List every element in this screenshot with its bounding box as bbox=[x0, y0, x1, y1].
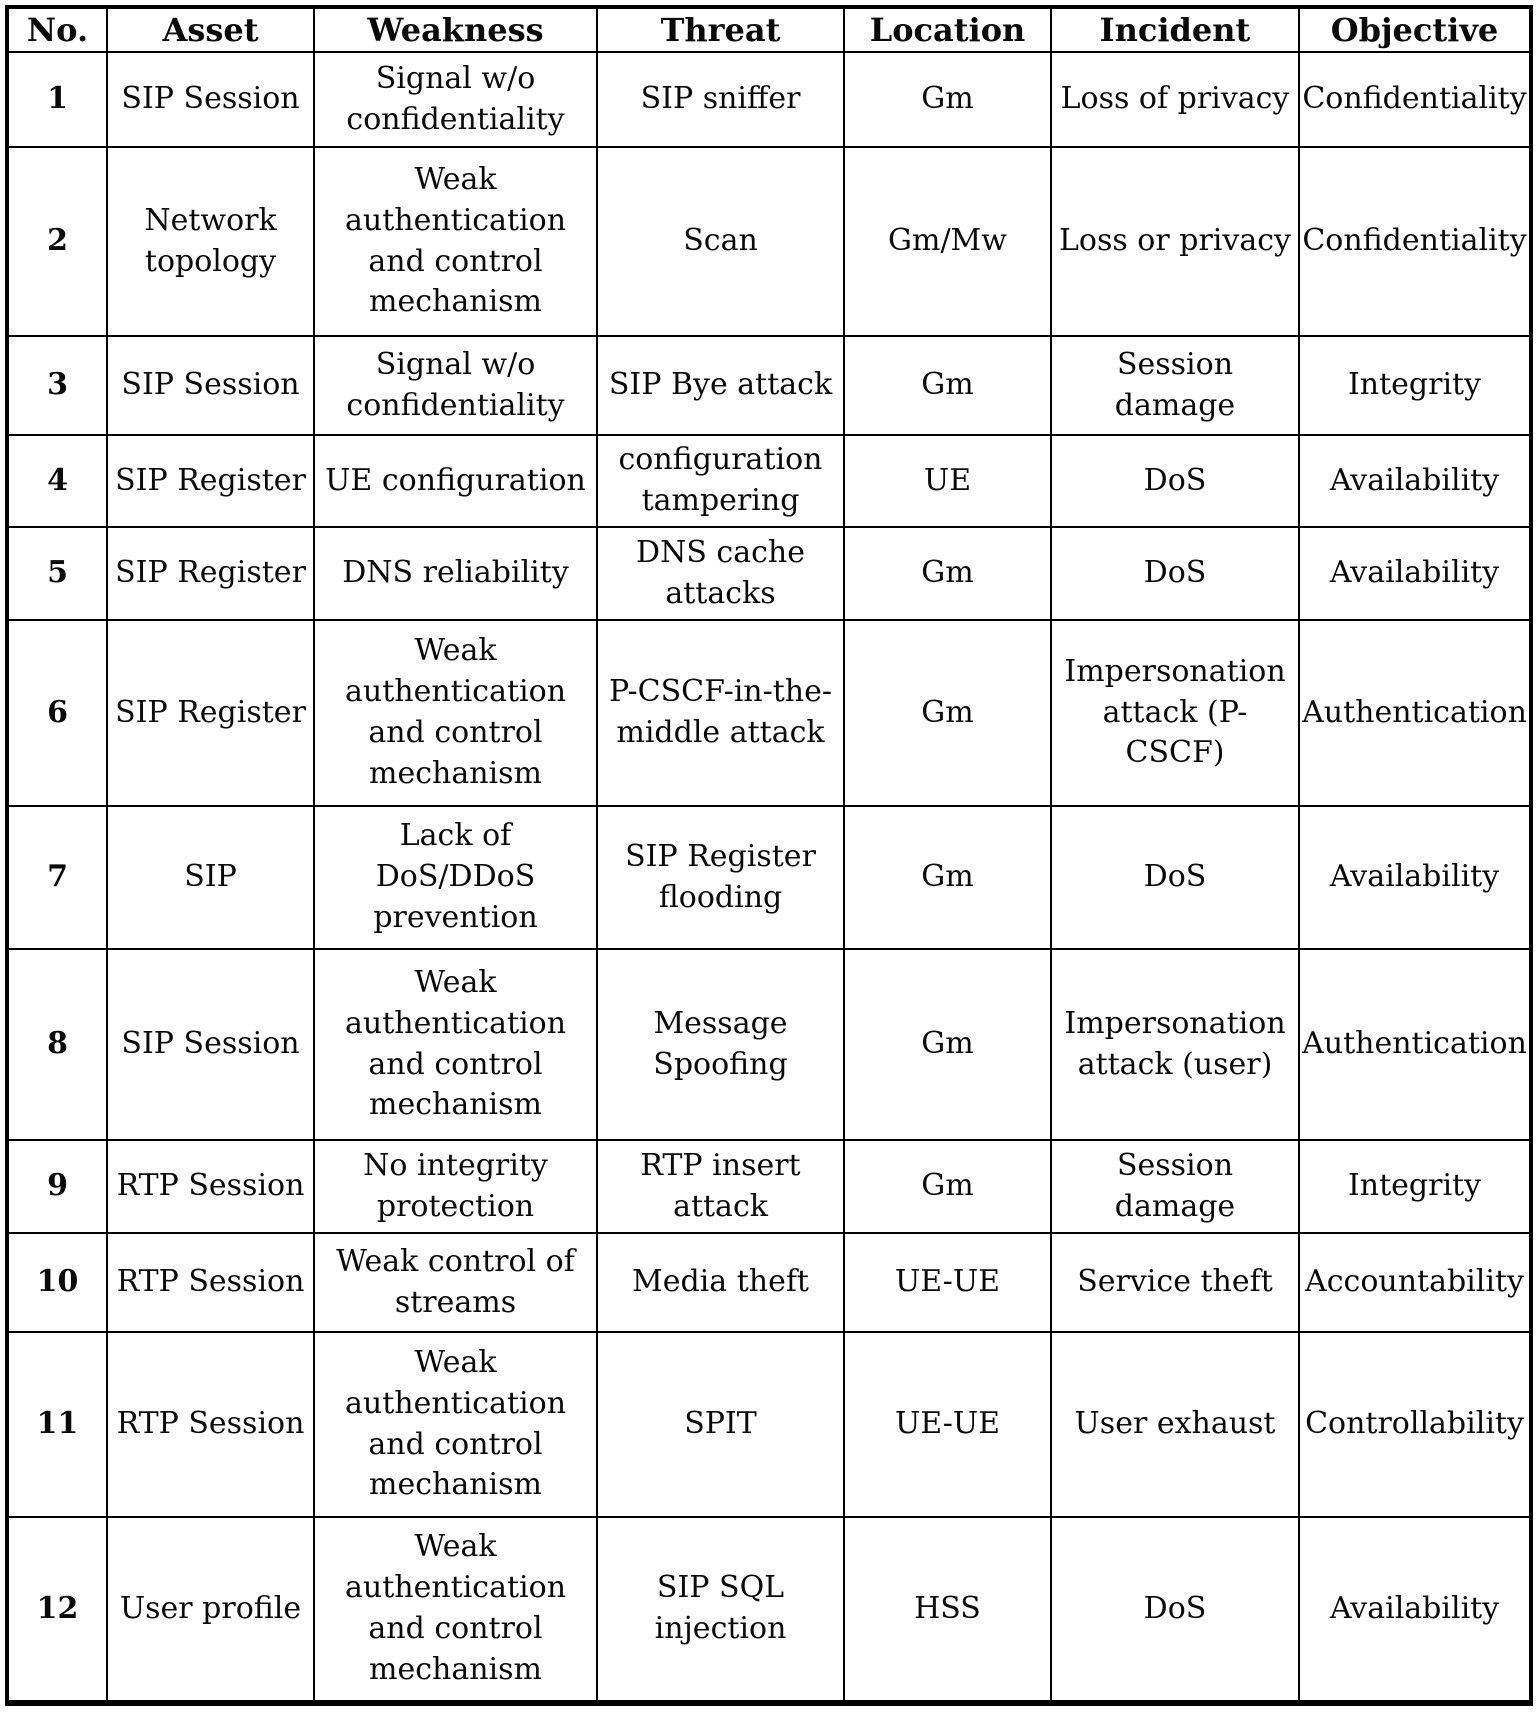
cell-incident: Loss of privacy bbox=[1051, 52, 1299, 147]
cell-asset: SIP Session bbox=[107, 336, 314, 435]
security-threats-table bbox=[5, 5, 1533, 1706]
table-row bbox=[7, 336, 1531, 435]
cell-objective: Accountability bbox=[1299, 1233, 1531, 1332]
cell-threat: P-CSCF-in-the-middle attack bbox=[597, 620, 844, 806]
cell-no: 6 bbox=[7, 620, 107, 806]
table-row bbox=[7, 1140, 1531, 1233]
cell-weakness: Weak authentication and control mechanism bbox=[314, 620, 597, 806]
cell-asset: User profile bbox=[107, 1517, 314, 1703]
column-header-no: No. bbox=[7, 7, 107, 52]
cell-incident: DoS bbox=[1051, 435, 1299, 527]
cell-threat: SIP SQL injection bbox=[597, 1517, 844, 1703]
cell-weakness: Weak authentication and control mechanism bbox=[314, 1332, 597, 1517]
cell-no: 8 bbox=[7, 949, 107, 1140]
cell-incident: Session damage bbox=[1051, 1140, 1299, 1233]
table-row bbox=[7, 806, 1531, 949]
cell-asset: RTP Session bbox=[107, 1233, 314, 1332]
header-row bbox=[7, 7, 1531, 52]
cell-incident: Loss or privacy bbox=[1051, 147, 1299, 336]
cell-incident: Service theft bbox=[1051, 1233, 1299, 1332]
cell-no: 12 bbox=[7, 1517, 107, 1703]
cell-weakness: Lack of DoS/DDoS prevention bbox=[314, 806, 597, 949]
cell-threat: RTP insert attack bbox=[597, 1140, 844, 1233]
cell-no: 1 bbox=[7, 52, 107, 147]
cell-weakness: No integrity protection bbox=[314, 1140, 597, 1233]
cell-weakness: Weak authentication and control mechanism bbox=[314, 147, 597, 336]
table-row bbox=[7, 949, 1531, 1140]
cell-threat: SIP sniffer bbox=[597, 52, 844, 147]
cell-weakness: Weak authentication and control mechanism bbox=[314, 1517, 597, 1703]
cell-no: 10 bbox=[7, 1233, 107, 1332]
cell-incident: Impersonation attack (P-CSCF) bbox=[1051, 620, 1299, 806]
cell-asset: RTP Session bbox=[107, 1140, 314, 1233]
cell-objective: Confidentiality bbox=[1299, 52, 1531, 147]
cell-location: Gm bbox=[844, 620, 1051, 806]
cell-location: UE-UE bbox=[844, 1332, 1051, 1517]
cell-objective: Authentication bbox=[1299, 620, 1531, 806]
cell-location: Gm bbox=[844, 336, 1051, 435]
table-row bbox=[7, 435, 1531, 527]
cell-threat: SIP Register flooding bbox=[597, 806, 844, 949]
cell-location: Gm bbox=[844, 949, 1051, 1140]
cell-asset: SIP Session bbox=[107, 52, 314, 147]
cell-threat: configuration tampering bbox=[597, 435, 844, 527]
cell-location: HSS bbox=[844, 1517, 1051, 1703]
column-header-location: Location bbox=[844, 7, 1051, 52]
cell-no: 3 bbox=[7, 336, 107, 435]
cell-objective: Authentication bbox=[1299, 949, 1531, 1140]
cell-no: 4 bbox=[7, 435, 107, 527]
cell-weakness: UE configuration bbox=[314, 435, 597, 527]
cell-objective: Confidentiality bbox=[1299, 147, 1531, 336]
cell-objective: Controllability bbox=[1299, 1332, 1531, 1517]
cell-no: 11 bbox=[7, 1332, 107, 1517]
cell-asset: SIP Register bbox=[107, 620, 314, 806]
cell-objective: Integrity bbox=[1299, 1140, 1531, 1233]
cell-objective: Availability bbox=[1299, 527, 1531, 620]
cell-incident: DoS bbox=[1051, 527, 1299, 620]
cell-no: 2 bbox=[7, 147, 107, 336]
cell-threat: SPIT bbox=[597, 1332, 844, 1517]
table-row bbox=[7, 147, 1531, 336]
cell-incident: User exhaust bbox=[1051, 1332, 1299, 1517]
cell-asset: RTP Session bbox=[107, 1332, 314, 1517]
cell-no: 5 bbox=[7, 527, 107, 620]
cell-asset: SIP bbox=[107, 806, 314, 949]
cell-incident: DoS bbox=[1051, 1517, 1299, 1703]
cell-threat: Message Spoofing bbox=[597, 949, 844, 1140]
cell-weakness: DNS reliability bbox=[314, 527, 597, 620]
cell-objective: Integrity bbox=[1299, 336, 1531, 435]
cell-asset: Network topology bbox=[107, 147, 314, 336]
cell-threat: Scan bbox=[597, 147, 844, 336]
table-row bbox=[7, 527, 1531, 620]
cell-threat: Media theft bbox=[597, 1233, 844, 1332]
cell-threat: SIP Bye attack bbox=[597, 336, 844, 435]
column-header-objective: Objective bbox=[1299, 7, 1531, 52]
cell-asset: SIP Register bbox=[107, 435, 314, 527]
cell-weakness: Weak control of streams bbox=[314, 1233, 597, 1332]
cell-incident: Impersonation attack (user) bbox=[1051, 949, 1299, 1140]
table-row bbox=[7, 52, 1531, 147]
cell-asset: SIP Session bbox=[107, 949, 314, 1140]
column-header-incident: Incident bbox=[1051, 7, 1299, 52]
cell-location: Gm bbox=[844, 1140, 1051, 1233]
table-row bbox=[7, 1332, 1531, 1517]
cell-location: UE-UE bbox=[844, 1233, 1051, 1332]
cell-no: 9 bbox=[7, 1140, 107, 1233]
cell-objective: Availability bbox=[1299, 806, 1531, 949]
column-header-asset: Asset bbox=[107, 7, 314, 52]
cell-location: Gm/Mw bbox=[844, 147, 1051, 336]
table-row bbox=[7, 1517, 1531, 1703]
table-row bbox=[7, 1233, 1531, 1332]
cell-weakness: Signal w/o confidentiality bbox=[314, 52, 597, 147]
column-header-weakness: Weakness bbox=[314, 7, 597, 52]
cell-asset: SIP Register bbox=[107, 527, 314, 620]
cell-no: 7 bbox=[7, 806, 107, 949]
cell-location: UE bbox=[844, 435, 1051, 527]
cell-location: Gm bbox=[844, 52, 1051, 147]
cell-location: Gm bbox=[844, 806, 1051, 949]
cell-threat: DNS cache attacks bbox=[597, 527, 844, 620]
column-header-threat: Threat bbox=[597, 7, 844, 52]
cell-objective: Availability bbox=[1299, 435, 1531, 527]
table-row bbox=[7, 620, 1531, 806]
cell-objective: Availability bbox=[1299, 1517, 1531, 1703]
cell-location: Gm bbox=[844, 527, 1051, 620]
cell-weakness: Weak authentication and control mechanism bbox=[314, 949, 597, 1140]
cell-incident: Session damage bbox=[1051, 336, 1299, 435]
cell-weakness: Signal w/o confidentiality bbox=[314, 336, 597, 435]
cell-incident: DoS bbox=[1051, 806, 1299, 949]
